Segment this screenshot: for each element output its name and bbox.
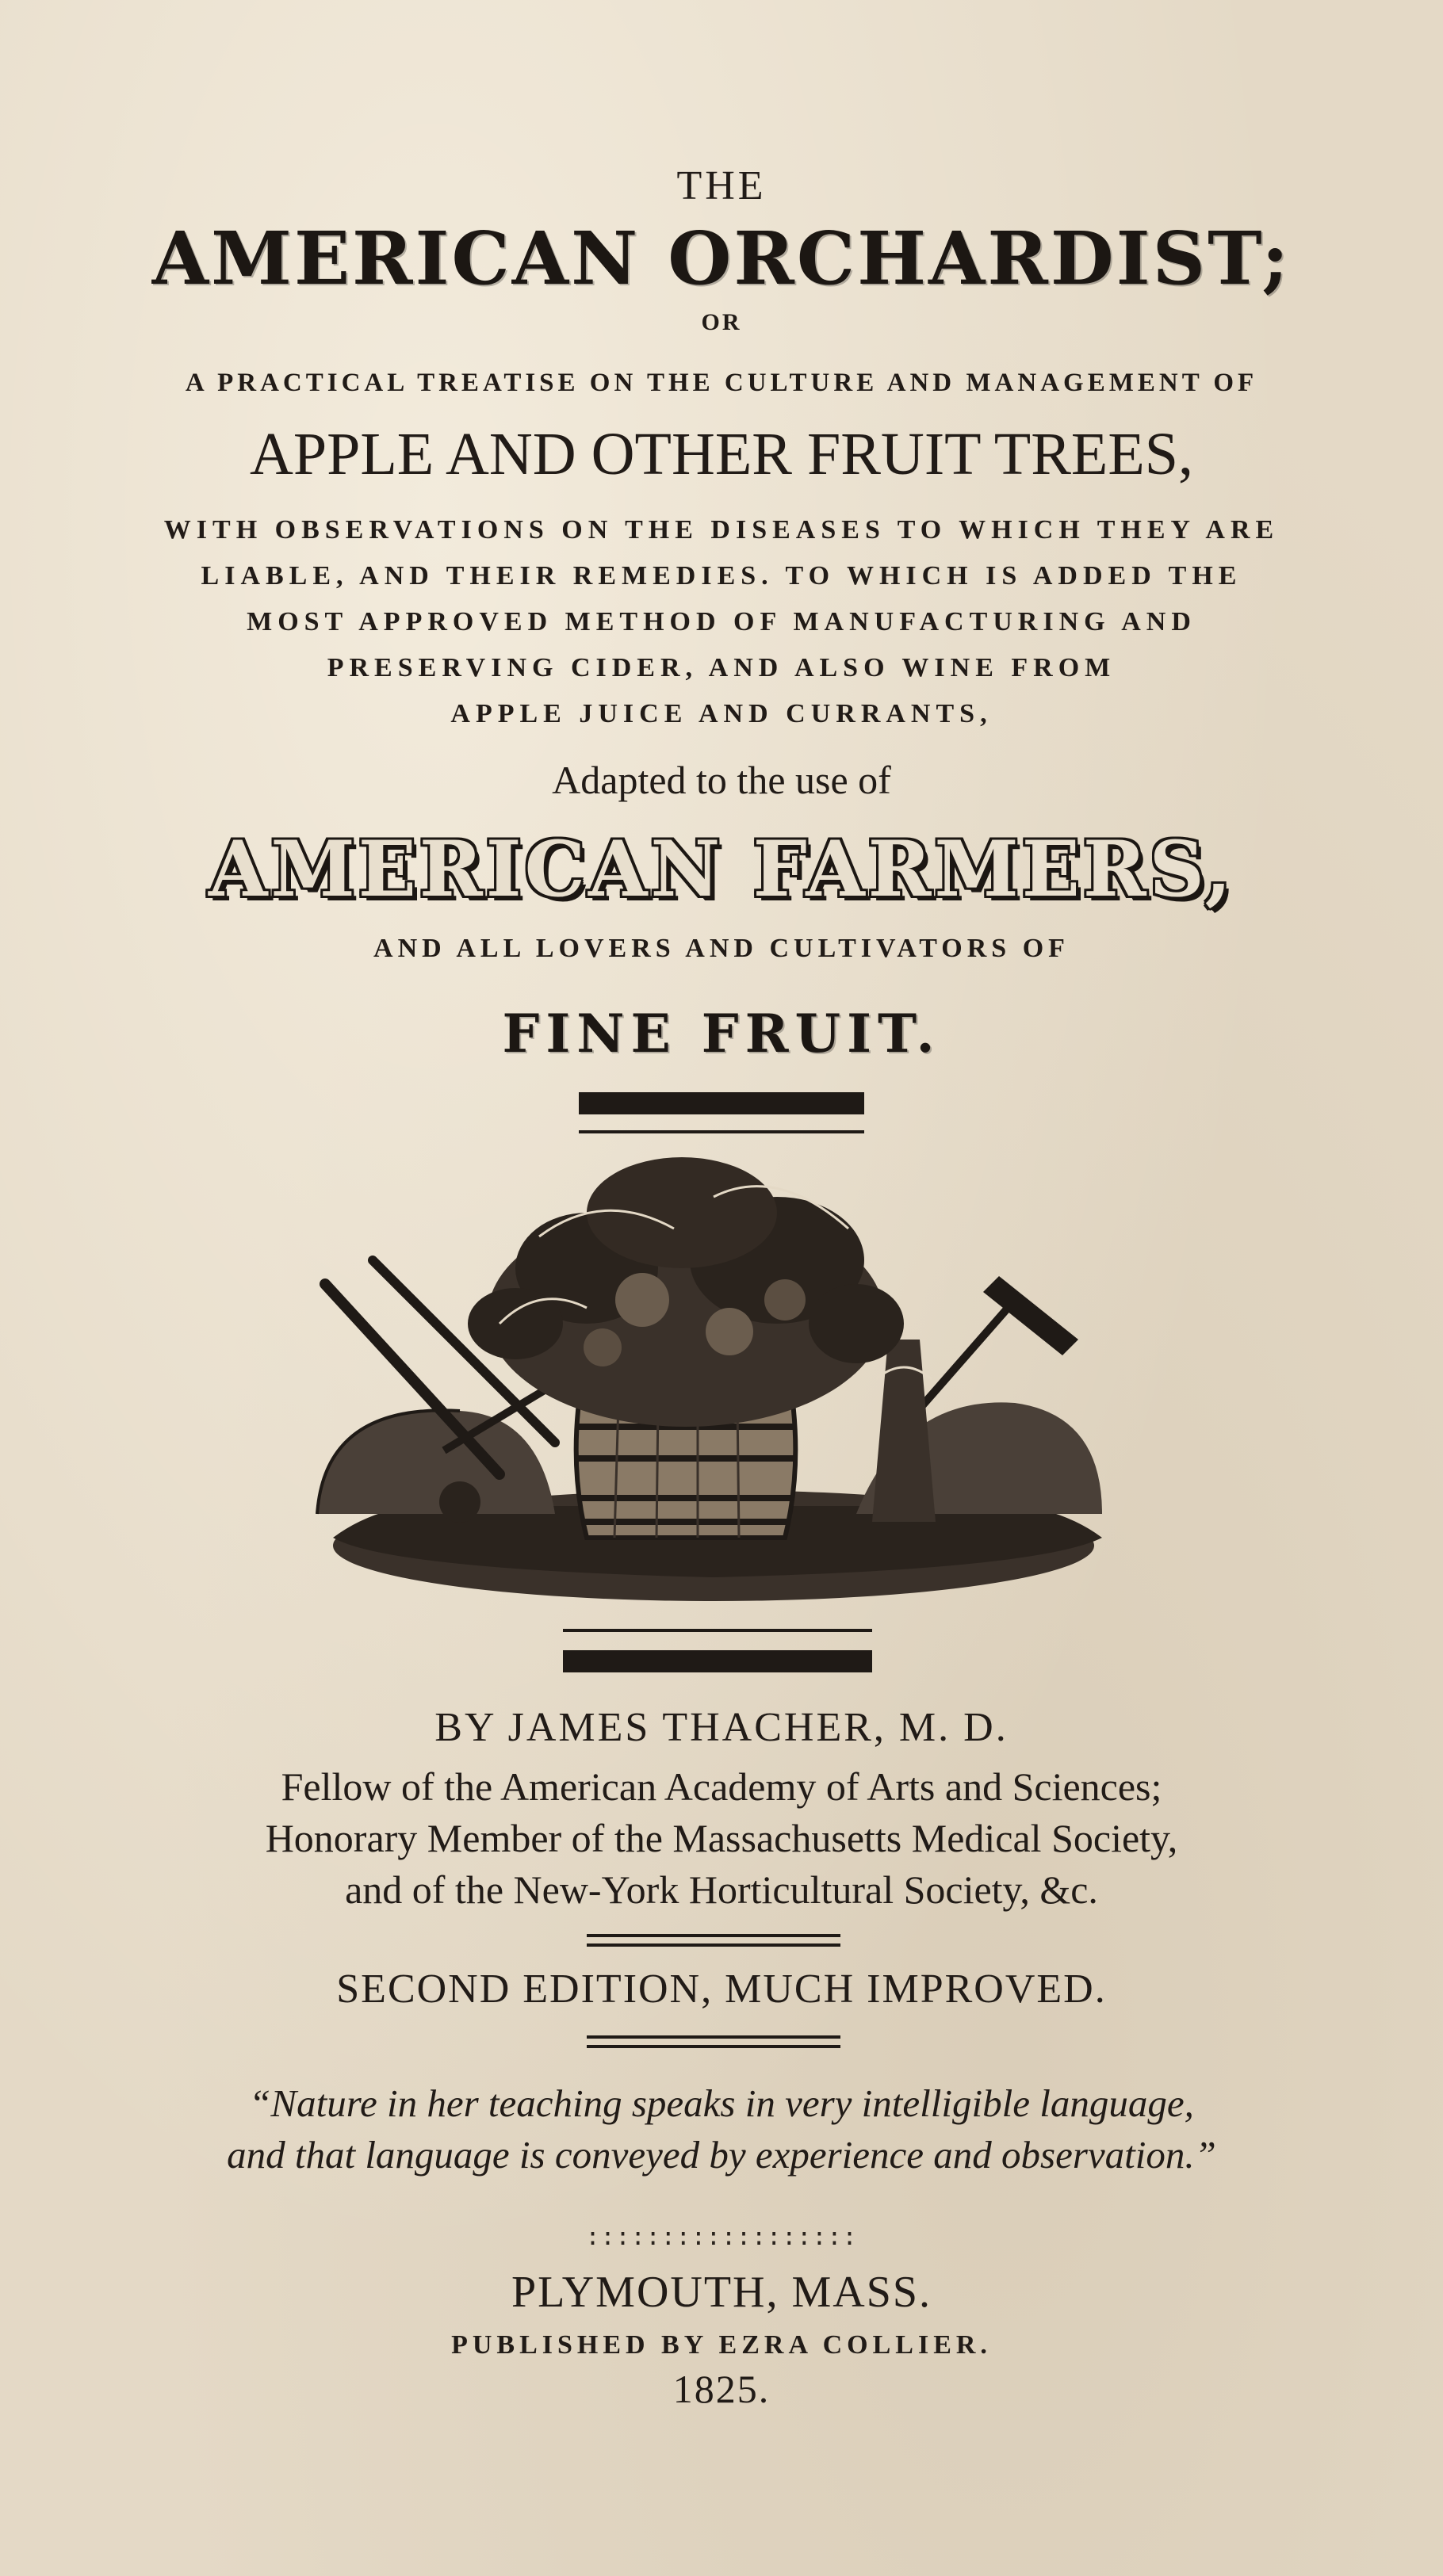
author-byline: BY JAMES THACHER, M. D. (434, 1705, 1009, 1750)
upper-thick-rule (579, 1092, 864, 1114)
adapted-line: Adapted to the use of (552, 758, 891, 802)
woodcut-illustration-barrel-and-tools (301, 1141, 1126, 1625)
main-title-apple-trees: APPLE AND OTHER FRUIT TREES, (249, 421, 1194, 487)
subtitle-practical-treatise: A PRACTICAL TREATISE ON THE CULTURE AND MANAGEMENT OF (185, 369, 1258, 397)
author-credential-2: Honorary Member of the Massachusetts Medical Society, (265, 1816, 1178, 1860)
lovers-line: AND ALL LOVERS AND CULTIVATORS OF (373, 934, 1070, 963)
upper-thin-rule (579, 1130, 864, 1133)
fine-fruit-heading: FINE FRUIT. (502, 1003, 941, 1064)
description-line-5: APPLE JUICE AND CURRANTS, (450, 699, 993, 728)
title-the: THE (676, 163, 767, 208)
description-line-4: PRESERVING CIDER, AND ALSO WINE FROM (327, 653, 1116, 682)
author-credential-3: and of the New-York Horticultural Society, &c. (345, 1867, 1098, 1912)
edition-lower-rule-1 (587, 2035, 840, 2039)
imprint-place: PLYMOUTH, MASS. (511, 2268, 932, 2317)
description-line-2: LIABLE, AND THEIR REMEDIES. TO WHICH IS ADDED THE (201, 561, 1242, 590)
edition-upper-rule-1 (587, 1934, 840, 1937)
description-line-3: MOST APPROVED METHOD OF MANUFACTURING AND (247, 607, 1196, 636)
edition-upper-rule-2 (587, 1943, 840, 1947)
lower-thin-rule (563, 1629, 872, 1632)
dotted-ornament: :::::::::::::::::: (585, 2223, 858, 2251)
description-line-1: WITH OBSERVATIONS ON THE DISEASES TO WHICH THEY ARE (163, 515, 1280, 545)
left-hill (317, 1410, 555, 1514)
imprint-year: 1825. (672, 2367, 771, 2411)
title-american-orchardist: AMERICAN ORCHARDIST; (151, 216, 1292, 301)
fruit-foliage (468, 1157, 904, 1427)
imprint-publisher: PUBLISHED BY EZRA COLLIER. (451, 2330, 992, 2360)
edition-statement: SECOND EDITION, MUCH IMPROVED. (336, 1966, 1107, 2012)
epigraph-line-1: “Nature in her teaching speaks in very intelligible language, (249, 2081, 1194, 2125)
lower-thick-rule (563, 1650, 872, 1672)
fallen-apple (439, 1481, 480, 1523)
american-farmers-heading: AMERICAN FARMERS, (208, 824, 1234, 914)
epigraph-line-2: and that language is conveyed by experience and observation.” (227, 2133, 1216, 2177)
title-or: OR (701, 309, 742, 335)
author-credential-1: Fellow of the American Academy of Arts and Sciences; (281, 1764, 1162, 1809)
edition-lower-rule-2 (587, 2045, 840, 2048)
